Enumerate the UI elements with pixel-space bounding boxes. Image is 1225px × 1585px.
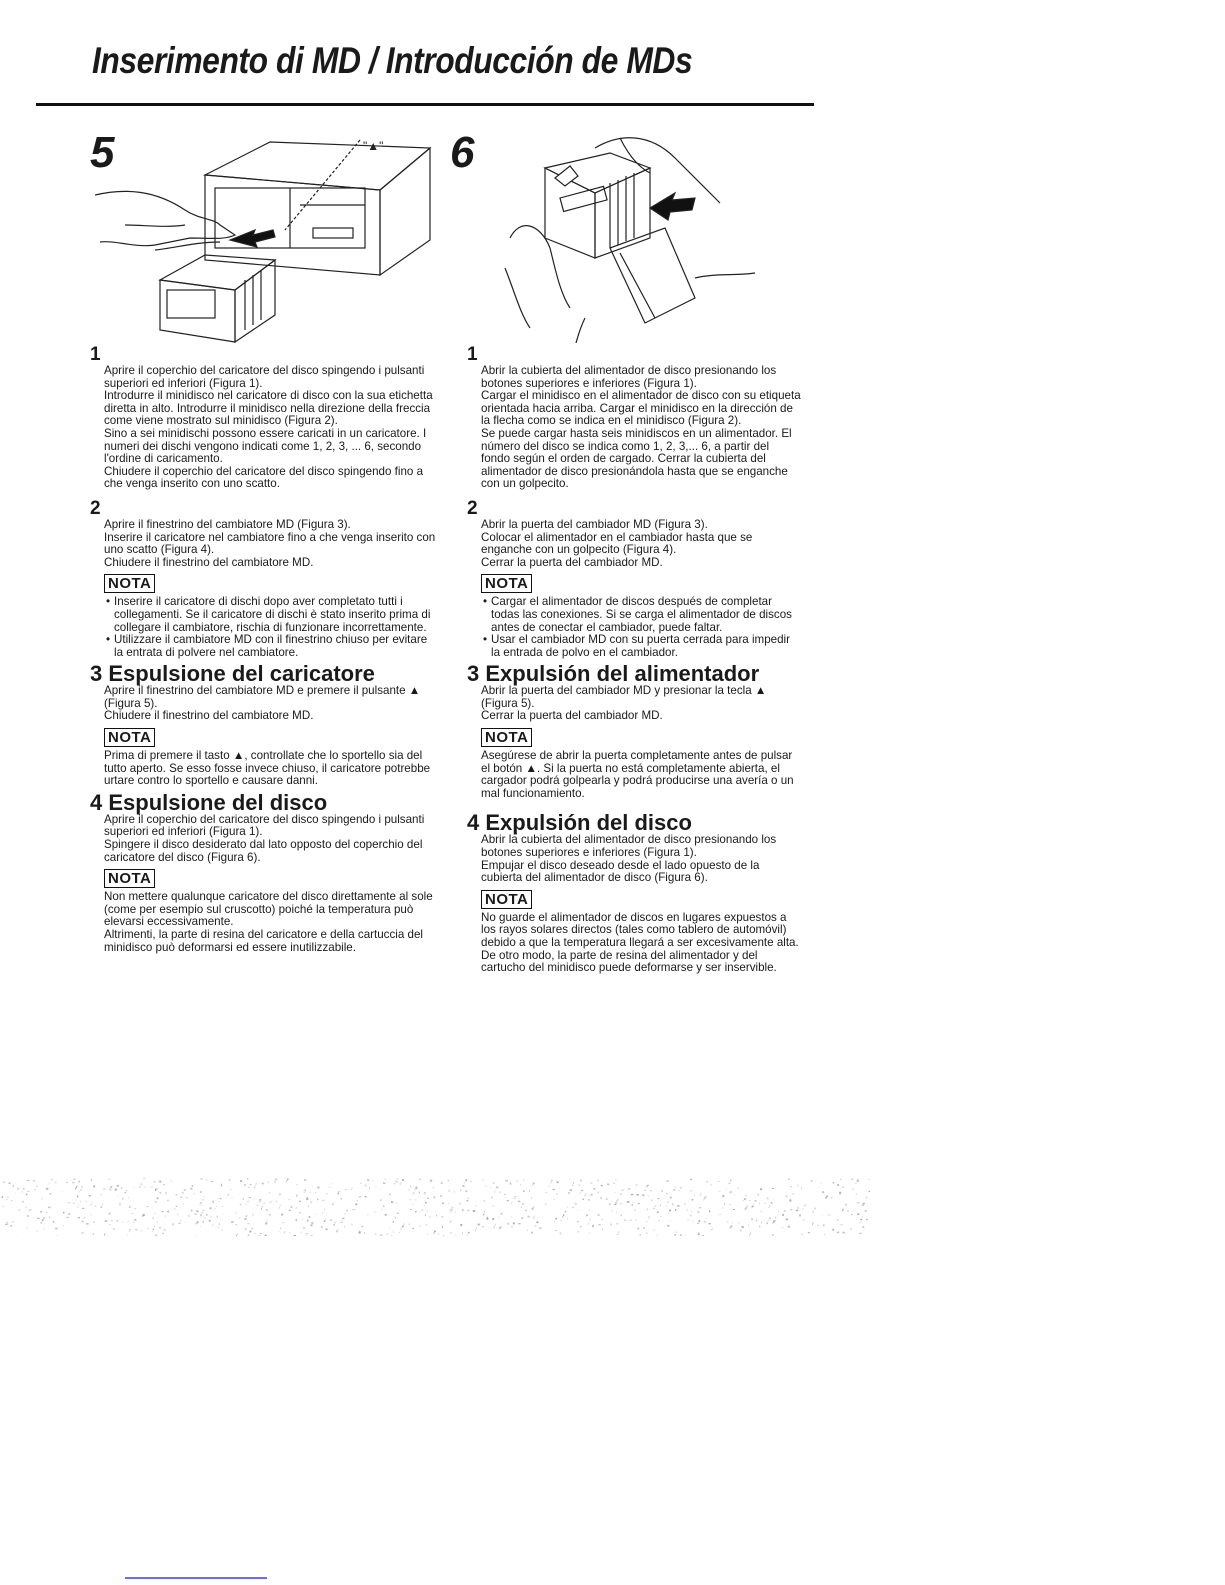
es-section-4-heading: 4 Expulsión del disco xyxy=(467,810,692,836)
it-step-2-para-3: Chiudere il finestrino del cambiatore MD. xyxy=(104,555,314,569)
es-nota-3-para-2: De otro modo, la parte de resina del alimentador y del cartucho del minidisco puede deformarse y ser inservible. xyxy=(481,948,777,975)
es-section-3-heading: 3 Expulsión del alimentador xyxy=(467,661,760,687)
es-nota-2-label: NOTA xyxy=(481,728,532,747)
figure-5-eject-label: "▲" xyxy=(363,139,384,153)
it-nota-3-para-1: Non mettere qualunque caricatore del disco direttamente al sole (come per esempio sul cruscotto) poiché la temperatura può elevarsi eccessivamente. xyxy=(104,890,433,929)
es-step-2-para-1: Abrir la puerta del cambiador MD (Figura 3). xyxy=(481,517,708,531)
it-step-2-number: 2 xyxy=(90,497,101,519)
title-rule xyxy=(36,103,814,106)
spanish-column xyxy=(467,344,801,975)
es-nota-1-bullet-1: • Cargar el alimentador de discos después de completar todas las conexiones. Si se carga el alimentador de discos antes de conectar el cambiador, puede faltar. xyxy=(481,596,801,634)
it-section-4-para-2: Spingere il disco desiderato dal lato opposto del coperchio del caricatore del disco (Figura 6). xyxy=(104,838,423,864)
figure-5-number: 5 xyxy=(90,128,115,177)
es-step-1-number: 1 xyxy=(467,344,478,365)
it-step-2-para-2: Inserire il caricatore nel cambiatore fino a che venga inserito con uno scatto (Figura 4). xyxy=(104,530,436,557)
es-nota-3-para-1: No guarde el alimentador de discos en lugares expuestos a los rayos solares directos (tales como tablero de automóvil) debido a que la temperatura llegará a ser excesivamente alta. xyxy=(481,910,799,949)
it-step-1-para-4: Chiudere il coperchio del caricatore del disco spingendo fino a che venga inserito con uno scatto. xyxy=(104,464,424,491)
es-nota-3-label: NOTA xyxy=(481,890,532,909)
italian-column xyxy=(90,344,439,954)
it-nota-3-label: NOTA xyxy=(104,869,155,888)
es-section-3-para-1: Abrir la puerta del cambiador MD y presionar la tecla ▲ (Figura 5). xyxy=(481,684,767,710)
it-step-2-para-1: Aprire il finestrino del cambiatore MD (Figura 3). xyxy=(104,517,351,531)
es-step-2-para-3: Cerrar la puerta del cambiador MD. xyxy=(481,555,663,569)
figure-6-illustration xyxy=(500,128,760,343)
figure-6-number: 6 xyxy=(450,128,475,177)
it-section-4-heading: 4 Espulsione del disco xyxy=(90,789,328,815)
es-section-3-para-2: Cerrar la puerta del cambiador MD. xyxy=(481,709,663,723)
it-nota-1-bullet-1: • Inserire il caricatore di dischi dopo aver completato tutti i collegamenti. Se il caricatore di dischi è stato inserito prima di collegare il cambiatore, rischia di funzionare incorrettamente. xyxy=(104,596,439,634)
figure-5-illustration xyxy=(95,130,440,345)
it-step-1-para-2: Introdurre il minidisco nel caricatore di disco con la sua etichetta diretta in alto. Introdurre il minidisco nella direzione della freccia come viene mostrato sul minidisco (Figura 2). xyxy=(104,389,433,428)
it-step-1-para-3: Sino a sei minidischi possono essere caricati in un caricatore. I numeri dei dischi vengono indicati come 1, 2, 3, ... 6, secondo l'ordine di caricamento. xyxy=(104,426,427,466)
es-step-2-para-2: Colocar el alimentador en el cambiador hasta que se enganche con un golpecito (Figura 4). xyxy=(481,530,753,557)
it-section-3-para-1: Aprire il finestrino del cambiatore MD e premere il pulsante ▲ (Figura 5). xyxy=(104,684,421,710)
it-nota-1-label: NOTA xyxy=(104,574,155,593)
bottom-edge-line xyxy=(125,1577,267,1579)
it-section-3-heading: 3 Espulsione del caricatore xyxy=(90,661,375,687)
es-nota-1-label: NOTA xyxy=(481,574,532,593)
it-nota-2-text: Prima di premere il tasto ▲, controllate che lo sportello sia del tutto aperto. Se esso fosse invece chiuso, il caricatore potrebbe urtare contro lo sportello e causare danni. xyxy=(104,749,431,788)
scan-noise-band xyxy=(0,1178,870,1236)
es-nota-1-bullet-2: • Usar el cambiador MD con su puerta cerrada para impedir la entrada de polvo en el cambiador. xyxy=(481,634,801,659)
es-step-1-para-2: Cargar el minidisco en el alimentador de disco con su etiqueta orientada hacia arriba. Cargar el minidisco en la dirección de la flecha como se indica en el minidisco (Figura 2). xyxy=(481,389,801,428)
es-step-1-para-1: Abrir la cubierta del alimentador de disco presionando los botones superiores e inferiores (Figura 1). xyxy=(481,364,777,390)
es-step-2-number: 2 xyxy=(467,497,478,519)
es-section-4-para-2: Empujar el disco deseado desde el lado opuesto de la cubierta del alimentador de disco (Figura 6). xyxy=(481,858,760,885)
page-title: Inserimento di MD / Introducción de MDs xyxy=(92,40,693,81)
it-section-3-para-2: Chiudere il finestrino del cambiatore MD. xyxy=(104,709,314,723)
it-nota-2-label: NOTA xyxy=(104,728,155,747)
it-section-4-para-1: Aprire il coperchio del caricatore del disco spingendo i pulsanti superiori ed inferiori (Figura 1). xyxy=(104,812,425,839)
es-nota-2-text: Asegúrese de abrir la puerta completamente antes de pulsar el botón ▲. Si la puerta no está completamente abierta, el cargador podrá golpearla y podrá producirse una avería o un mal funcionamiento. xyxy=(481,749,794,800)
it-nota-3-para-2: Altrimenti, la parte di resina del caricatore e della cartuccia del minidisco può deformarsi ed essere inutilizzabile. xyxy=(104,928,423,954)
it-step-1-para-1: Aprire il coperchio del caricatore del disco spingendo i pulsanti superiori ed inferiori (Figura 1). xyxy=(104,364,425,390)
es-step-1-para-3: Se puede cargar hasta seis minidiscos en un alimentador. El número del disco se indica como 1, 2, 3,... 6, a partir del fondo según el orden de cargado. Cerrar la cubierta del alimentador de disco presionándola hasta que se enganche con un golpecito. xyxy=(481,426,792,491)
es-section-4-para-1: Abrir la cubierta del alimentador de disco presionando los botones superiores e inferiores (Figura 1). xyxy=(481,833,777,860)
it-step-1-number: 1 xyxy=(90,344,101,365)
it-nota-1-bullet-2: • Utilizzare il cambiatore MD con il finestrino chiuso per evitare la entrata di polvere nel cambiatore. xyxy=(104,634,439,659)
